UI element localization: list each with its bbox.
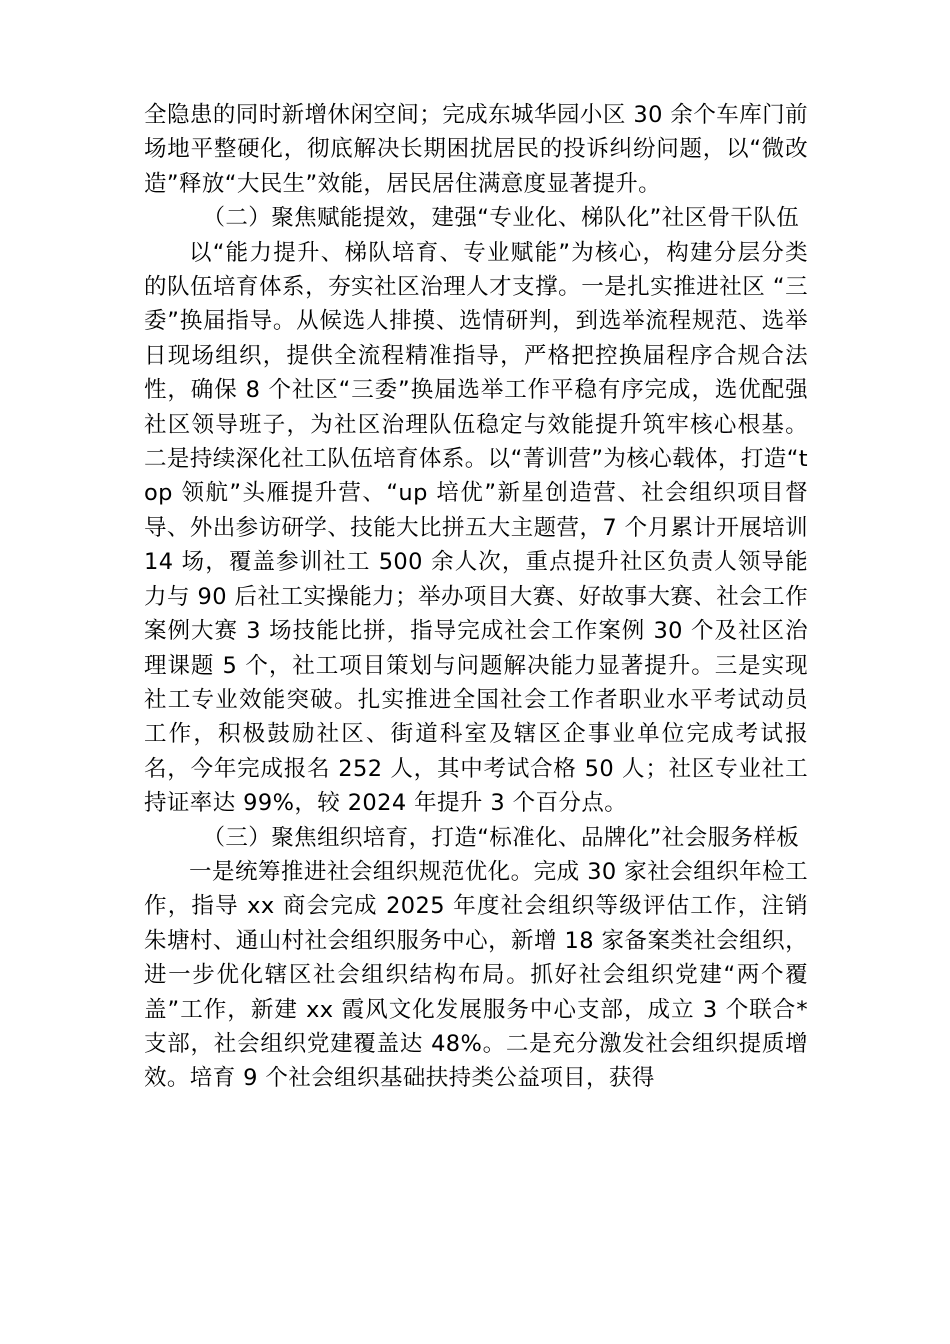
- document-body: [144, 98, 808, 1096]
- section-heading: （三）聚焦组织培育，打造“标准化、品牌化”社会服务样板: [202, 824, 800, 851]
- body-paragraph: 全隐患的同时新增休闲空间；完成东城华园小区 30 余个车库门前场地平整硬化，彻底解决长期困扰居民的投诉纠纷问题，以“微改造”释放“大民生”效能，居民居住满意度显著提升。: [144, 102, 808, 197]
- section-heading: （二）聚焦赋能提效，建强“专业化、梯队化”社区骨干队伍: [202, 205, 800, 232]
- body-paragraph: 以“能力提升、梯队培育、专业赋能”为核心，构建分层分类的队伍培育体系，夯实社区治理人才支撑。一是扎实推进社区 “三委”换届指导。从候选人排摸、选情研判，到选举流程规范、选举日现场组织，提供全流程精准指导，严格把控换届程序合规合法性，确保 8 个社区“三委”换届选举工作平稳有序完成，选优配强社区领导班子，为社区治理队伍稳定与效能提升筑牢核心根基。二是持续深化社工队伍培育体系。以“菁训营”为核心载体，打造“top 领航”头雁提升营、“up 培优”新星创造营、社会组织项目督导、外出参访研学、技能大比拼五大主题营，7 个月累计开展培训 14 场，覆盖参训社工 500 余人次，重点提升社区负责人领导能力与 90 后社工实操能力；举办项目大赛、好故事大赛、社会工作案例大赛 3 场技能比拼，指导完成社会工作案例 30 个及社区治理课题 5 个，社工项目策划与问题解决能力显著提升。三是实现社工专业效能突破。扎实推进全国社会工作者职业水平考试动员工作，积极鼓励社区、街道科室及辖区企事业单位完成考试报名，今年完成报名 252 人，其中考试合格 50 人；社区专业社工持证率达 99%，较 2024 年提升 3 个百分点。: [144, 239, 808, 817]
- body-paragraph: 一是统筹推进社会组织规范优化。完成 30 家社会组织年检工作，指导 xx 商会完成 2025 年度社会组织等级评估工作，注销朱塘村、通山村社会组织服务中心，新增 18 家备案类社会组织，进一步优化辖区社会组织结构布局。抓好社会组织党建“两个覆盖”工作，新建 xx 霞风文化发展服务中心支部，成立 3 个联合*支部，社会组织党建覆盖达 48%。二是充分激发社会组织提质增效。培育 9 个社会组织基础扶持类公益项目，获得: [144, 858, 808, 1092]
